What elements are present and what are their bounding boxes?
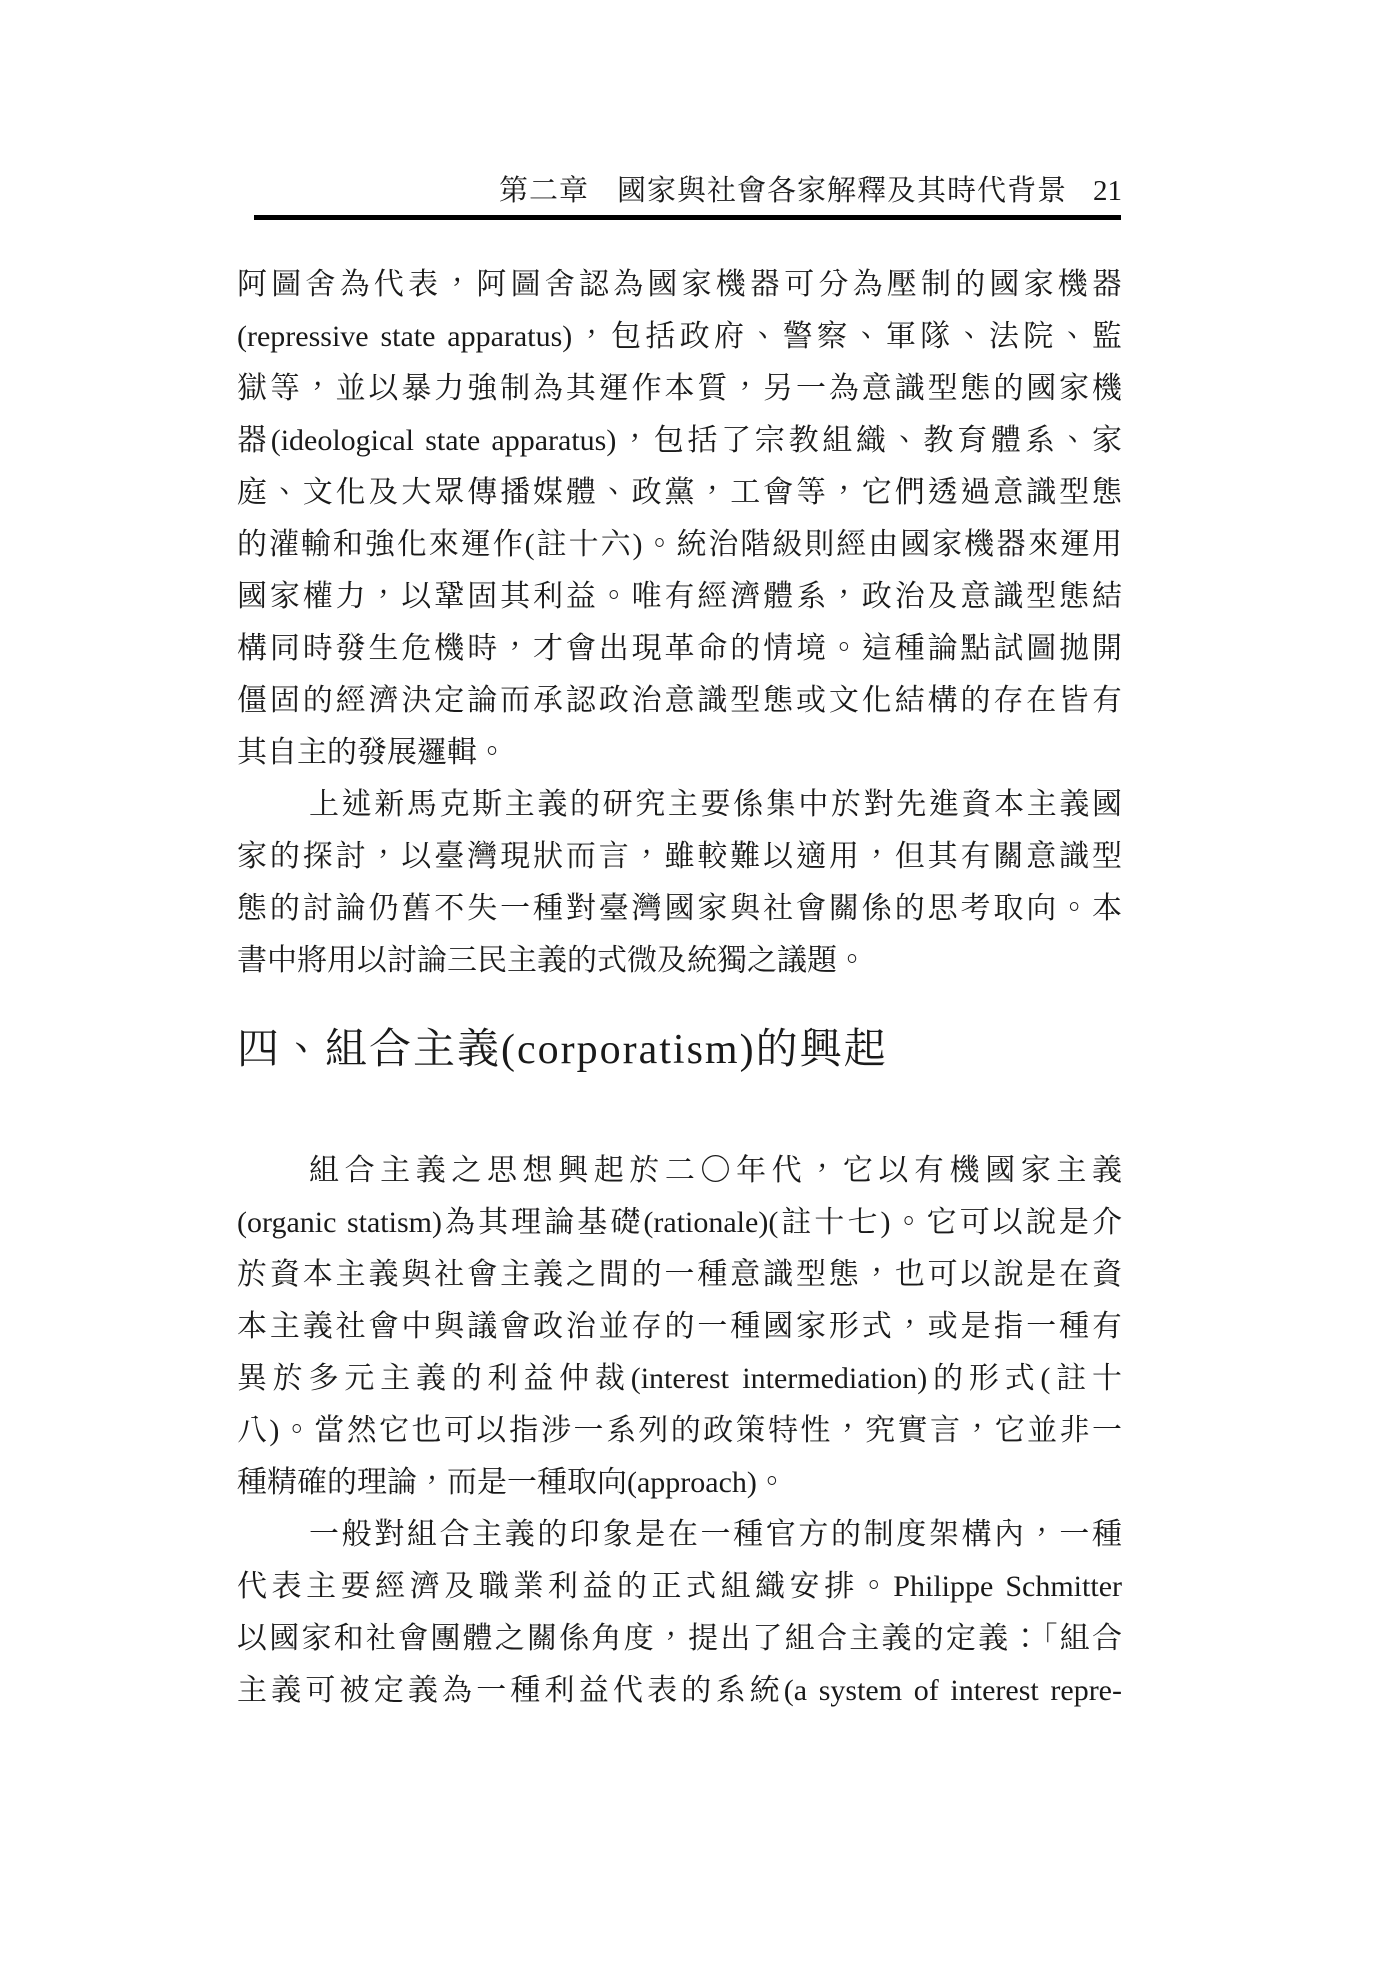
text-line: 以國家和社會團體之關係角度，提出了組合主義的定義：「組合: [237, 1622, 1122, 1655]
text-line: 器(ideological state apparatus)，包括了宗教組織、教育體系、家: [237, 424, 1122, 457]
paragraph-4: [237, 1145, 1122, 1509]
text-line: 書中將用以討論三民主義的式微及統獨之議題。: [237, 944, 867, 977]
text-line: 代表主要經濟及職業利益的正式組織安排。Philippe Schmitter: [237, 1570, 1122, 1603]
text-line: 阿圖舍為代表，阿圖舍認為國家機器可分為壓制的國家機器: [237, 268, 1122, 301]
text-line: (organic statism)為其理論基礎(rationale)(註十七)。它可以說是介: [237, 1206, 1122, 1239]
text-line: 本主義社會中與議會政治並存的一種國家形式，或是指一種有: [237, 1310, 1122, 1343]
text-line: 構同時發生危機時，才會出現革命的情境。這種論點試圖拋開: [237, 632, 1122, 665]
page-number: 21: [1093, 175, 1122, 207]
text-line: 家的探討，以臺灣現狀而言，雖較難以適用，但其有關意識型: [237, 840, 1122, 873]
text-line: 的灌輸和強化來運作(註十六)。統治階級則經由國家機器來運用: [237, 528, 1122, 561]
text-line: 庭、文化及大眾傳播媒體、政黨，工會等，它們透過意識型態: [237, 476, 1122, 509]
running-header-title: 國家與社會各家解釋及其時代背景: [616, 175, 1067, 207]
paragraph-5: [237, 1509, 1122, 1717]
text-line: 種精確的理論，而是一種取向(approach)。: [237, 1466, 787, 1499]
text-line: 僵固的經濟決定論而承認政治意識型態或文化結構的存在皆有: [237, 684, 1122, 717]
text-line: 於資本主義與社會主義之間的一種意識型態，也可以說是在資: [237, 1258, 1122, 1291]
text-line: 其自主的發展邏輯。: [237, 736, 507, 769]
text-line: 態的討論仍舊不失一種對臺灣國家與社會關係的思考取向。本: [237, 892, 1122, 925]
text-line: 一般對組合主義的印象是在一種官方的制度架構內，一種: [309, 1518, 1122, 1551]
text-line: 上述新馬克斯主義的研究主要係集中於對先進資本主義國: [309, 788, 1122, 821]
section-heading: 四、組合主義(corporatism)的興起: [237, 1027, 888, 1073]
text-line: (repressive state apparatus)，包括政府、警察、軍隊、法院、監: [237, 320, 1122, 353]
paragraph-1: [237, 259, 1122, 779]
text-line: 八)。當然它也可以指涉一系列的政策特性，究實言，它並非一: [237, 1414, 1122, 1447]
chapter-label: 第二章: [498, 175, 589, 207]
text-line: 異於多元主義的利益仲裁(interest intermediation)的形式(註十: [237, 1362, 1122, 1395]
text-line: 獄等，並以暴力強制為其運作本質，另一為意識型態的國家機: [237, 372, 1122, 405]
text-line: 組合主義之思想興起於二〇年代，它以有機國家主義: [309, 1154, 1122, 1187]
text-line: 國家權力，以鞏固其利益。唯有經濟體系，政治及意識型態結: [237, 580, 1122, 613]
paragraph-2: [237, 779, 1122, 987]
page-body: [237, 0, 1122, 1969]
text-line: 主義可被定義為一種利益代表的系統(a system of interest repre-: [237, 1674, 1122, 1707]
